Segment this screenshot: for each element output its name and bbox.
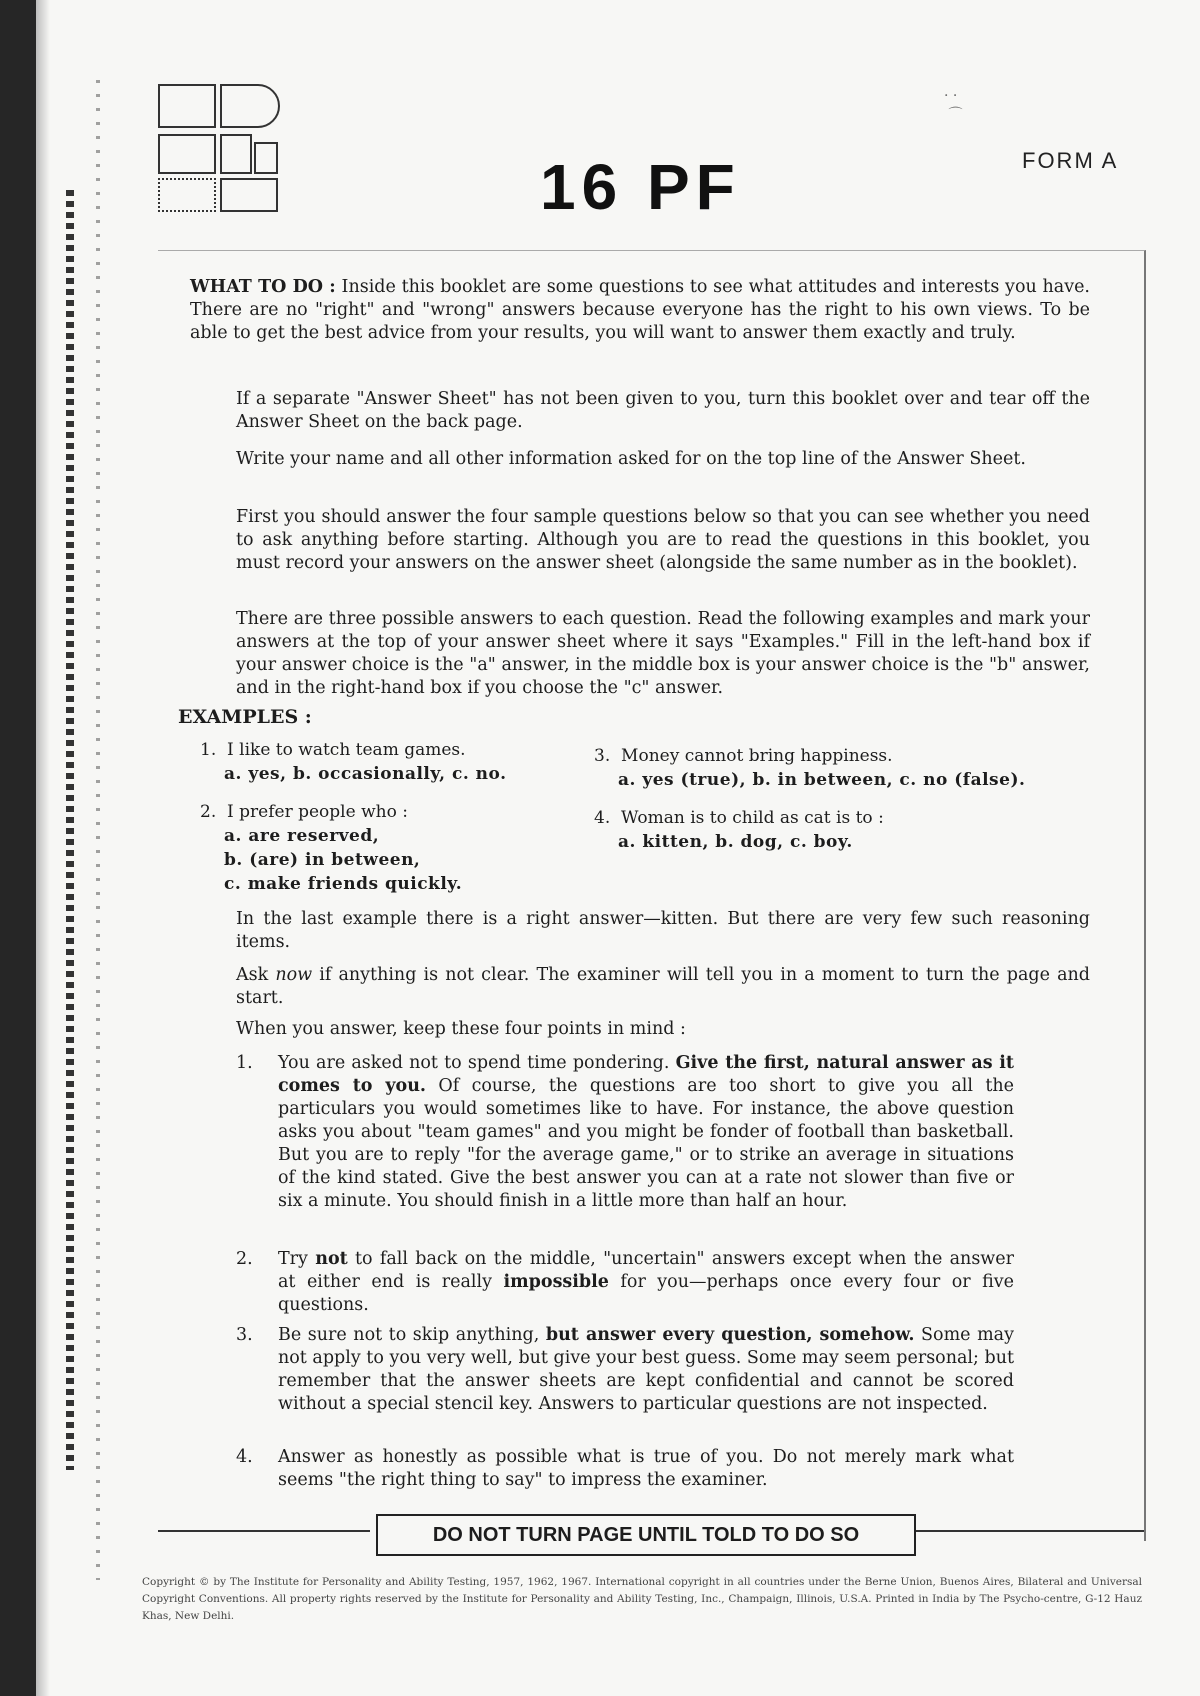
after-paragraph-3: When you answer, keep these four points in mind :	[236, 1019, 686, 1039]
point-2: 2. Try not to fall back on the middle, "uncertain" answers except when the answer at either end is really impossible for you—perhaps once every four or five questions.	[236, 1249, 1014, 1315]
intro-paragraph-3: Write your name and all other information asked for on the top line of the Answer Sheet.	[236, 449, 1026, 469]
copyright-notice: Copyright © by The Institute for Personality and Ability Testing, 1957, 1962, 1967. International copyright in all countries under the Berne Union, Buenos Aires, Bilateral and Universal Copyright Conventions. All property rights reserved by the Institute for Personality and Ability Testing, Inc., Champaign, Illinois, U.S.A. Printed in India by The Psycho-centre, G-12 Hauz Khas, New Delhi.	[142, 1576, 1142, 1622]
binding-shadow	[36, 0, 50, 1696]
what-to-do-label: WHAT TO DO :	[190, 277, 336, 297]
example-2: 2. I prefer people who : a. are reserved, b. (are) in between, c. make friends quickly.	[200, 802, 463, 894]
do-not-turn-notice: DO NOT TURN PAGE UNTIL TOLD TO DO SO	[376, 1514, 916, 1556]
after-paragraph-1: In the last example there is a right answer—kitten. But there are very few such reasoning items.	[236, 909, 1090, 952]
perforation-line	[66, 190, 74, 1470]
form-label: FORM A	[1022, 148, 1119, 173]
point-3: 3. Be sure not to skip anything, but answer every question, somehow. Some may not apply to you very well, but give your best guess. Some may seem personal; but remember that the answer sheets are kept confidential and cannot be scored without a special stencil key. Answers to particular questions are not inspected.	[236, 1325, 1014, 1414]
example-3: 3. Money cannot bring happiness. a. yes (true), b. in between, c. no (false).	[594, 746, 1026, 790]
intro-paragraph-2: If a separate "Answer Sheet" has not been given to you, turn this booklet over and tear off the Answer Sheet on the back page.	[236, 389, 1090, 432]
intro-paragraph-5: There are three possible answers to each question. Read the following examples and mark your answers at the top of your answer sheet where it says "Examples." Fill in the left-hand box if your answer choice is the "a" answer, in the middle box is your answer choice is the "b" answer, and in the right-hand box if you choose the "c" answer.	[236, 609, 1090, 698]
notice-rule-left	[158, 1530, 370, 1532]
intro-paragraph-1: WHAT TO DO : Inside this booklet are some questions to see what attitudes and interests you have. There are no "right" and "wrong" answers because everyone has the right to his own views. To be able to get the best advice from your results, you will want to answer them exactly and truly.	[190, 277, 1090, 343]
point-4: 4. Answer as honestly as possible what is true of you. Do not merely mark what seems "the right thing to say" to impress the examiner.	[236, 1447, 1014, 1490]
corner-marks: · · ⌒	[944, 88, 963, 123]
intro-paragraph-4: First you should answer the four sample questions below so that you can see whether you need to ask anything before starting. Although you are to read the questions in this booklet, you must record your answers on the answer sheet (alongside the same number as in the booklet).	[236, 507, 1090, 573]
example-1: 1. I like to watch team games. a. yes, b. occasionally, c. no.	[200, 740, 507, 784]
page-title: 16 PF	[540, 151, 741, 223]
after-paragraph-2: Ask now if anything is not clear. The examiner will tell you in a moment to turn the page and start.	[236, 965, 1090, 1008]
examples-heading: EXAMPLES :	[178, 706, 312, 728]
publisher-logo	[158, 84, 282, 212]
binding-edge	[0, 0, 36, 1696]
point-1: 1. You are asked not to spend time pondering. Give the first, natural answer as it comes to you. Of course, the questions are too short to give you all the particulars you would sometimes like to have. For instance, the above question asks you about "team games" and you might be fonder of football than basketball. But you are to reply "for the average game," or to strike an average in situations of the kind stated. Give the best answer you can at a rate not slower than five or six a minute. You should finish in a little more than half an hour.	[236, 1053, 1014, 1211]
notice-rule-right	[916, 1530, 1144, 1532]
perforation-line-secondary	[96, 80, 100, 1580]
example-4: 4. Woman is to child as cat is to : a. kitten, b. dog, c. boy.	[594, 808, 884, 852]
